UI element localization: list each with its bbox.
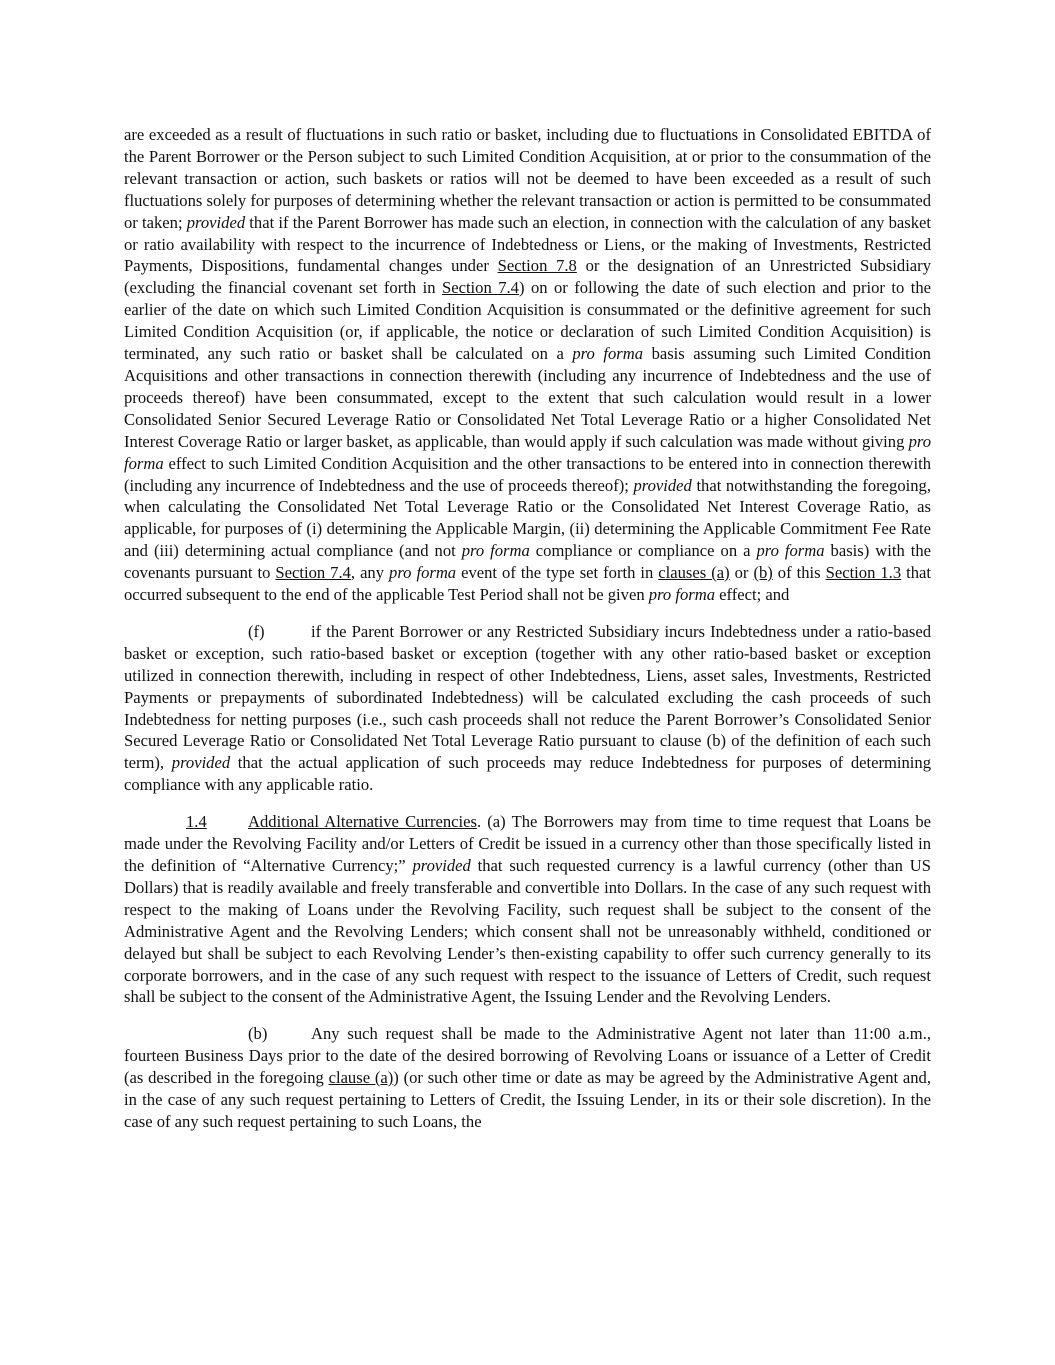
italic-provided: provided bbox=[186, 212, 246, 232]
clause-b-label: (b) bbox=[248, 1024, 268, 1044]
italic-pro-forma: pro forma bbox=[572, 344, 644, 364]
text-run: . (a) The Borrowers may from time to time request that Loans be made under the Revolving Facility and/or Letters of Credit be issued in a currency other than those specifically listed in the definition of “Alternative Currency;” bbox=[124, 812, 932, 875]
text-run: that the actual application of such proceeds may reduce Indebtedness for purposes of determining compliance with any applicable ratio. bbox=[124, 753, 932, 795]
section-number: 1.4 bbox=[186, 812, 207, 832]
text-run: that notwithstanding the foregoing, when calculating the Consolidated Net Total Leverage Ratio or the Consolidated Net Interest Coverage Ratio, as applicable, for purposes of (i) determining the Applicable Margin, (ii) determining the Applicable Commitment Fee Rate and (iii) determining actual compliance (and not bbox=[124, 475, 931, 561]
clause-b-reference: (b) bbox=[753, 563, 773, 583]
italic-pro-forma: pro forma bbox=[124, 431, 931, 473]
text-run: ) on or following the date of such election and prior to the earlier of the date on which such Limited Condition Acquisition is consummated or the definitive agreement for such Limited Condition Acquisition (or, if applicable, the notice or declaration of such Limited Condition Acquisition) is terminated, any such ratio or basket shall be calculated on a bbox=[124, 278, 931, 364]
text-run: or bbox=[729, 563, 754, 583]
text-run: of this bbox=[772, 563, 826, 583]
text-run: ) (or such other time or date as may be agreed by the Administrative Agent and, in the case of any such request pertaining to Letters of Credit, the Issuing Lender, in its or their sole discretion). In the case of any such request pertaining to such Loans, the bbox=[124, 1068, 931, 1131]
text-run: , any bbox=[350, 563, 390, 583]
italic-pro-forma: pro forma bbox=[389, 563, 457, 583]
italic-pro-forma: pro forma bbox=[648, 585, 716, 605]
clause-f-label: (f) bbox=[248, 621, 265, 641]
paragraph-limited-condition-acquisition bbox=[124, 124, 931, 606]
section-7-4-reference: Section 7.4 bbox=[441, 278, 519, 298]
text-run: that if the Parent Borrower has made such an election, in connection with the calculation of any basket or ratio availability with respect to the incurrence of Indebtedness or Liens, or the making of Investments, Restricted Payments, Dispositions, fundamental changes under bbox=[124, 212, 931, 276]
paragraph-clause-f bbox=[124, 621, 931, 796]
section-7-4-reference: Section 7.4 bbox=[275, 563, 351, 583]
text-run: that occurred subsequent to the end of the applicable Test Period shall not be given bbox=[124, 563, 932, 605]
text-run: or the designation of an Unrestricted Subsidiary (excluding the financial covenant set forth in bbox=[124, 256, 931, 298]
clauses-a-reference: clauses (a) bbox=[658, 563, 730, 583]
text-run: that such requested currency is a lawful currency (other than US Dollars) that is readily available and freely transferable and convertible into Dollars. In the case of any such request with respect to the making of Loans under the Revolving Facility, such request shall be subject to the consent of the Administrative Agent and the Revolving Lenders; which consent shall not be unreasonably withheld, conditioned or delayed but shall be subject to each Revolving Lender’s then-existing capability to offer such currency generally to its corporate borrowers, and in the case of any such request with respect to the issuance of Letters of Credit, such request shall be subject to the consent of the Administrative Agent, the Issuing Lender and the Revolving Lenders. bbox=[124, 856, 931, 1007]
text-run: basis assuming such Limited Condition Acquisitions and other transactions in connection therewith (including any incurrence of Indebtedness and the use of proceeds thereof) have been consummated, except to the extent that such calculation would result in a lower Consolidated Senior Secured Leverage Ratio or Consolidated Net Total Leverage Ratio or a higher Consolidated Net Interest Coverage Ratio or larger basket, as applicable, than would apply if such calculation was made without giving bbox=[124, 344, 931, 451]
paragraph-section-1-4 bbox=[124, 811, 931, 1008]
text-run: effect; and bbox=[715, 585, 790, 605]
paragraph-clause-b bbox=[124, 1023, 931, 1133]
text-run: event of the type set forth in bbox=[456, 563, 659, 583]
section-1-3-reference: Section 1.3 bbox=[825, 563, 902, 583]
text-run: are exceeded as a result of fluctuations in such ratio or basket, including due to fluctuations in Consolidated EBITDA of the Parent Borrower or the Person subject to such Limited Condition Acquisition, at or prior to the consummation of the relevant transaction or action, such baskets or ratios will not be deemed to have been exceeded as a result of such fluctuations solely for purposes of determining whether the relevant transaction or action is permitted to be consummated or taken; bbox=[124, 125, 931, 232]
text-run: effect to such Limited Condition Acquisition and the other transactions to be entered into in connection therewith (including any incurrence of Indebtedness and the use of proceeds thereof); bbox=[124, 453, 931, 495]
text-run: compliance or compliance on a bbox=[529, 541, 757, 561]
clause-a-reference: clause (a) bbox=[328, 1068, 394, 1088]
section-7-8-reference: Section 7.8 bbox=[497, 256, 577, 276]
text-run: basis) with the covenants pursuant to bbox=[124, 541, 931, 583]
italic-provided: provided bbox=[633, 475, 692, 495]
text-run: Any such request shall be made to the Administrative Agent not later than 11:00 a.m., fourteen Business Days prior to the date of the desired borrowing of Revolving Loans or issuance of a Letter of Credit (as described in the foregoing bbox=[124, 1024, 931, 1088]
section-heading: Additional Alternative Currencies bbox=[248, 812, 477, 832]
italic-pro-forma: pro forma bbox=[461, 541, 530, 561]
document-page bbox=[124, 124, 931, 1148]
italic-provided: provided bbox=[171, 753, 231, 773]
text-run: if the Parent Borrower or any Restricted Subsidiary incurs Indebtedness under a ratio-based basket or exception, such ratio-based basket or exception (together with any other ratio-based basket or exception utilized in connection therewith, including in respect of other Indebtedness, Liens, asset sales, Investments, Restricted Payments or prepayments of subordinated Indebtedness) will be calculated excluding the cash proceeds of such Indebtedness for netting purposes (i.e., such cash proceeds shall not reduce the Parent Borrower’s Consolidated Senior Secured Leverage Ratio or Consolidated Net Total Leverage Ratio pursuant to clause (b) of the definition of each such term), bbox=[124, 621, 931, 773]
italic-pro-forma: pro forma bbox=[756, 541, 825, 561]
italic-provided: provided bbox=[412, 856, 471, 875]
